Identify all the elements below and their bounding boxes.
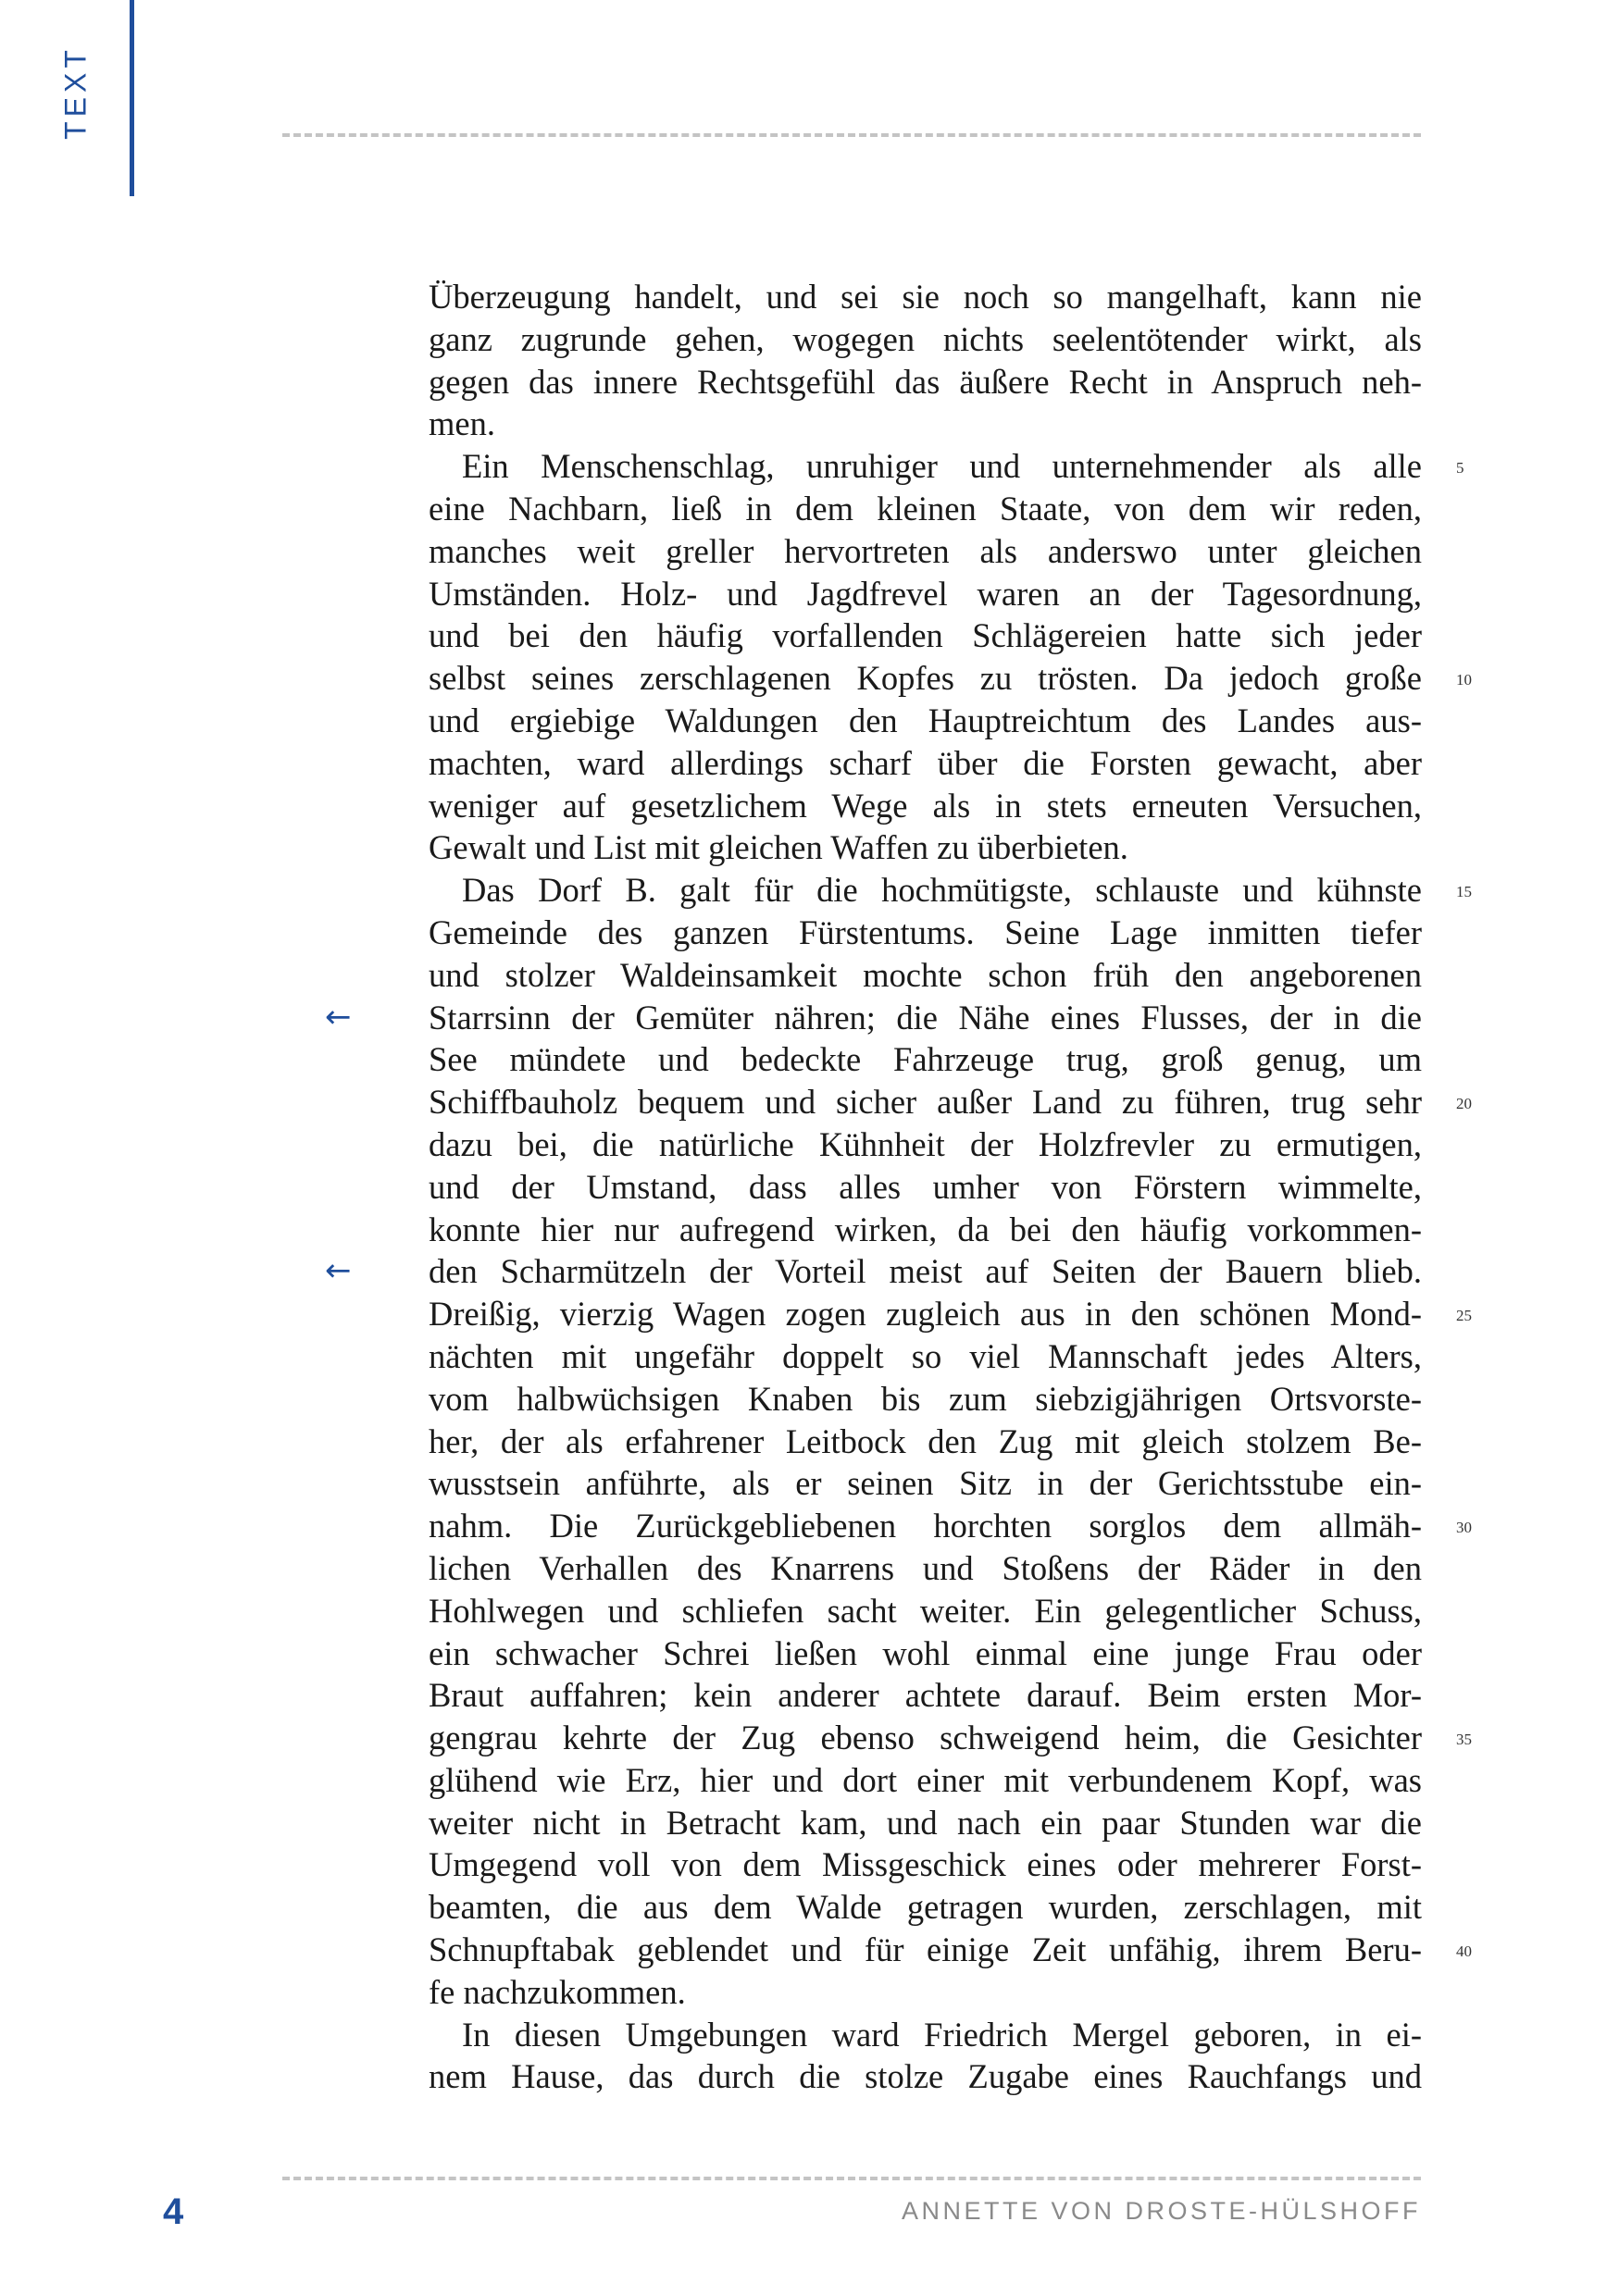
text-line-content: beamten, die aus dem Walde getragen wurden, zerschlagen, mit — [429, 1888, 1422, 1927]
text-line-content: wusstsein anführte, als er seinen Sitz in der Gerichtsstube ein- — [429, 1464, 1422, 1503]
line-number: 15 — [1456, 883, 1472, 901]
text-line — [429, 361, 1422, 403]
line-number: 25 — [1456, 1307, 1472, 1325]
text-line-content: Das Dorf B. galt für die hochmütigste, schlauste und kühnste — [462, 871, 1422, 910]
line-number: 40 — [1456, 1942, 1472, 1961]
text-line-content: lichen Verhallen des Knarrens und Stoßens der Räder in den — [429, 1548, 1422, 1587]
text-line — [429, 614, 1422, 657]
text-line-content: konnte hier nur aufregend wirken, da bei den häufig vorkommen- — [429, 1210, 1422, 1248]
text-line — [429, 1547, 1422, 1590]
text-line-content: und ergiebige Waldungen den Hauptreichtum des Landes aus- — [429, 701, 1422, 739]
text-line — [429, 742, 1422, 785]
line-number: 5 — [1456, 459, 1464, 478]
text-line-content: Umgegend voll von dem Missgeschick eines oder mehrerer Forst- — [429, 1845, 1422, 1884]
text-line-content: ein schwacher Schrei ließen wohl einmal eine junge Frau oder — [429, 1633, 1422, 1672]
text-line-content: machten, ward allerdings scharf über die Forsten gewacht, aber — [429, 743, 1422, 782]
body-text — [325, 276, 1472, 2098]
text-line-content: gengrau kehrte der Zug ebenso schweigend heim, die Gesichter — [429, 1719, 1422, 1757]
text-line-content: selbst seines zerschlagenen Kopfes zu trösten. Da jedoch große — [429, 659, 1422, 698]
text-line — [429, 403, 1422, 445]
text-line-content: dazu bei, die natürliche Kühnheit der Holzfrevler zu ermutigen, — [429, 1124, 1422, 1163]
text-line — [429, 1081, 1472, 1123]
text-line — [429, 2055, 1422, 2098]
text-line-content: gegen das innere Rechtsgefühl das äußere Recht in Anspruch neh- — [429, 362, 1422, 401]
text-line-content: und der Umstand, dass alles umher von Förstern wimmelte, — [429, 1167, 1422, 1206]
text-line — [429, 1802, 1422, 1844]
text-line — [429, 318, 1422, 361]
text-line — [429, 1505, 1472, 1547]
text-line — [429, 700, 1422, 742]
text-line — [429, 1590, 1422, 1632]
text-line-content: weiter nicht in Betracht kam, und nach ein paar Stunden war die — [429, 1803, 1422, 1842]
section-tab — [0, 0, 139, 199]
text-line — [429, 1038, 1422, 1081]
text-line — [429, 1759, 1422, 1802]
text-line — [429, 1123, 1422, 1166]
text-line-content: vom halbwüchsigen Knaben bis zum siebzigjährigen Ortsvorste- — [429, 1379, 1422, 1418]
text-line — [429, 1843, 1422, 1886]
text-line — [325, 1250, 1422, 1293]
text-line-content: Hohlwegen und schliefen sacht weiter. Ein gelegentlicher Schuss, — [429, 1591, 1422, 1630]
text-line — [429, 1335, 1422, 1378]
header-dashed-rule — [282, 133, 1421, 137]
text-line — [429, 530, 1422, 573]
text-line-content: nahm. Die Zurückgebliebenen horchten sorglos dem allmäh- — [429, 1507, 1422, 1545]
text-line-content: Gewalt und List mit gleichen Waffen zu überbieten. — [429, 828, 1128, 867]
text-line-content: und stolzer Waldeinsamkeit mochte schon früh den angeborenen — [429, 955, 1422, 994]
text-line — [325, 997, 1422, 1039]
left-arrow-icon: ← — [325, 998, 352, 1036]
section-tab-rule — [130, 0, 134, 196]
text-line — [429, 657, 1472, 700]
text-line-content: Umständen. Holz- und Jagdfrevel waren an der Tagesordnung, — [429, 574, 1422, 613]
line-number: 35 — [1456, 1731, 1472, 1749]
text-line — [429, 1166, 1422, 1209]
text-line-content: ganz zugrunde gehen, wogegen nichts seelentötender wirkt, als — [429, 319, 1422, 358]
text-line-content: und bei den häufig vorfallenden Schlägereien hatte sich jeder — [429, 616, 1422, 655]
text-line-content: weniger auf gesetzlichem Wege als in stets erneuten Versuchen, — [429, 786, 1422, 825]
text-line-content: Schiffbauholz bequem und sicher außer Land zu führen, trug sehr — [429, 1083, 1422, 1122]
text-line — [429, 912, 1422, 954]
text-line-content: Starrsinn der Gemüter nähren; die Nähe eines Flusses, der in die — [429, 998, 1422, 1036]
text-line — [429, 1929, 1472, 1971]
text-line — [429, 1421, 1422, 1463]
text-line-content: den Scharmützeln der Vorteil meist auf Seiten der Bauern blieb. — [429, 1252, 1422, 1291]
text-line — [429, 785, 1422, 827]
text-line — [429, 488, 1422, 530]
text-line-content: Schnupftabak geblendet und für einige Zeit unfähig, ihrem Beru- — [429, 1930, 1422, 1969]
text-line — [429, 573, 1422, 615]
text-line-content: glühend wie Erz, hier und dort einer mit verbundenem Kopf, was — [429, 1760, 1422, 1799]
line-number: 20 — [1456, 1095, 1472, 1113]
footer-dashed-rule — [282, 2177, 1421, 2180]
text-line-content: men. — [429, 404, 495, 443]
text-line-content: eine Nachbarn, ließ in dem kleinen Staate, von dem wir reden, — [429, 489, 1422, 527]
section-tab-label: TEXT — [58, 45, 93, 140]
text-line — [429, 1293, 1472, 1335]
text-line-content: Ein Menschenschlag, unruhiger und unternehmender als alle — [462, 447, 1422, 486]
text-line-content: See mündete und bedeckte Fahrzeuge trug, groß genug, um — [429, 1040, 1422, 1079]
text-line — [429, 1209, 1422, 1251]
text-line — [429, 1378, 1422, 1421]
running-footer-author: ANNETTE VON DROSTE-HÜLSHOFF — [901, 2197, 1421, 2225]
text-line — [429, 1674, 1422, 1717]
text-line-content: In diesen Umgebungen ward Friedrich Mergel geboren, in ei- — [462, 2015, 1422, 2054]
text-line-content: Überzeugung handelt, und sei sie noch so mangelhaft, kann nie — [429, 278, 1422, 316]
text-line-content: nem Hause, das durch die stolze Zugabe eines Rauchfangs und — [429, 2057, 1422, 2096]
text-line — [429, 2014, 1422, 2056]
text-line — [429, 276, 1422, 318]
line-number: 10 — [1456, 671, 1472, 689]
text-line — [429, 1717, 1472, 1759]
text-line — [429, 1971, 1422, 2014]
line-number: 30 — [1456, 1519, 1472, 1537]
text-line — [429, 1886, 1422, 1929]
text-line — [429, 826, 1422, 869]
text-line-content: her, der als erfahrener Leitbock den Zug mit gleich stolzem Be- — [429, 1421, 1422, 1460]
left-arrow-icon: ← — [325, 1252, 352, 1290]
text-line-content: nächten mit ungefähr doppelt so viel Mannschaft jedes Alters, — [429, 1336, 1422, 1375]
text-line — [429, 869, 1472, 912]
text-line-content: Gemeinde des ganzen Fürstentums. Seine Lage inmitten tiefer — [429, 912, 1422, 951]
text-line-content: manches weit greller hervortreten als anderswo unter gleichen — [429, 531, 1422, 570]
text-line — [429, 445, 1464, 488]
text-line — [429, 1632, 1422, 1675]
text-line-content: Braut auffahren; kein anderer achtete darauf. Beim ersten Mor- — [429, 1676, 1422, 1715]
text-line — [429, 1462, 1422, 1505]
text-line-content: fe nachzukommen. — [429, 1972, 686, 2011]
text-line — [429, 954, 1422, 997]
page-number: 4 — [163, 2191, 184, 2232]
text-line-content: Dreißig, vierzig Wagen zogen zugleich aus in den schönen Mond- — [429, 1295, 1422, 1334]
